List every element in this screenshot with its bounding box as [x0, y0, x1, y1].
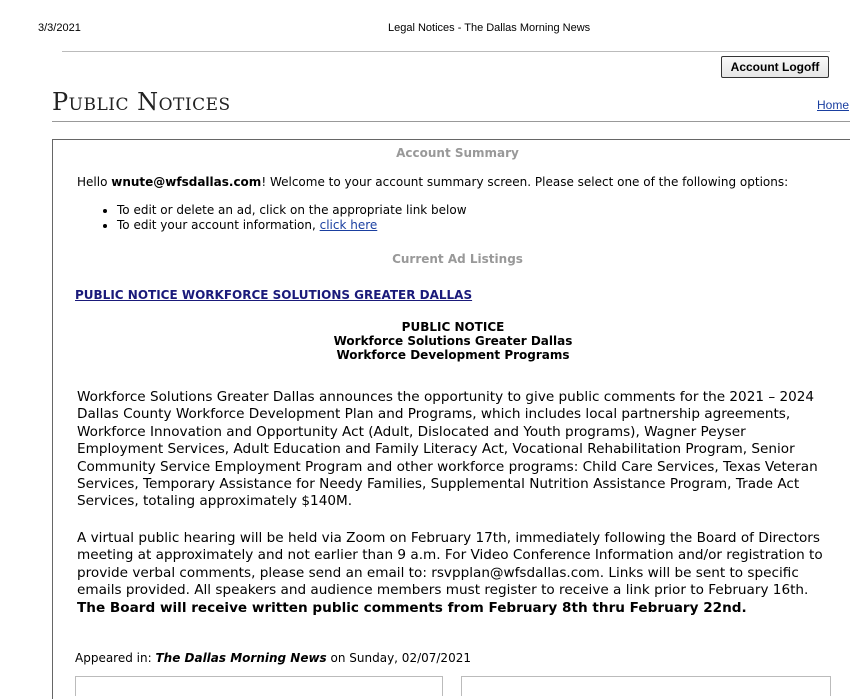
notice-heading-line-1: PUBLIC NOTICE [401, 320, 505, 334]
print-page-title: Legal Notices - The Dallas Morning News [388, 22, 591, 34]
option-edit-ad: • To edit or delete an ad, click on the appropriate link below [117, 203, 467, 218]
click-here-link[interactable]: click here [319, 218, 378, 232]
current-ad-listings-heading: Current Ad Listings [392, 252, 523, 266]
user-email: wnute@wfsdallas.com [111, 175, 262, 189]
top-divider [62, 51, 830, 52]
home-link[interactable]: Home [817, 98, 850, 112]
appeared-in [75, 651, 471, 665]
account-summary-heading: Account Summary [396, 146, 519, 160]
header-divider [52, 121, 850, 122]
notice-paragraph-2-text: A virtual public hearing will be held via Zoom on February 17th, immediately following the Board of Directors meeting at approximately and not earlier than 9 a.m. For Video Conference Information and/or registration to provide verbal comments, please send an email to: rsvpplan@wfsdallas.com. Links will be sent to specific emails provided. All speakers and audience members must register to receive a link prior to February 16th. [77, 530, 823, 599]
option-edit-account [117, 218, 467, 233]
publication-name: The Dallas Morning News [155, 651, 327, 665]
notice-paragraph-2-bold: The Board will receive written public comments from February 8th thru February 22nd. [77, 599, 747, 616]
bottom-box-right [461, 676, 831, 696]
bottom-box-left [75, 676, 443, 696]
notice-paragraph-1: Workforce Solutions Greater Dallas announces the opportunity to give public comments for the 2021 – 2024 Dallas County Workforce Development Plan and Programs, which includes local partnership agreements, Workforce Innovation and Opportunity Act (Adult, Dislocated and Youth programs), Wagner Peyser Employment Services, Adult Education and Family Literacy Act, Vocational Rehabilitation Program, Senior Community Service Employment Program and other workforce programs: Child Care Services, Texas Veteran Services, Temporary Assistance for Needy Families, Supplemental Nutrition Assistance Program, Trade Act Services, totaling approximately $140M. [77, 389, 818, 510]
site-title: Public Notices [52, 88, 231, 116]
notice-heading-line-2: Workforce Solutions Greater Dallas [333, 334, 573, 348]
welcome-message [77, 175, 788, 189]
account-logoff-button[interactable]: Account Logoff [721, 56, 829, 78]
notice-paragraph-2 [77, 530, 827, 617]
appeared-prefix: Appeared in: [75, 651, 156, 665]
option-edit-account-text: To edit your account information, [117, 218, 320, 232]
notice-heading [53, 320, 850, 362]
options-list [97, 203, 467, 233]
hello-suffix: ! Welcome to your account summary screen. Please select one of the following options: [261, 175, 789, 189]
print-date: 3/3/2021 [38, 22, 81, 34]
ad-title-link[interactable]: PUBLIC NOTICE WORKFORCE SOLUTIONS GREATER DALLAS [75, 288, 473, 302]
hello-prefix: Hello [77, 175, 112, 189]
appeared-date: on Sunday, 02/07/2021 [326, 651, 471, 665]
notice-heading-line-3: Workforce Development Programs [336, 348, 570, 362]
account-panel [52, 139, 850, 699]
